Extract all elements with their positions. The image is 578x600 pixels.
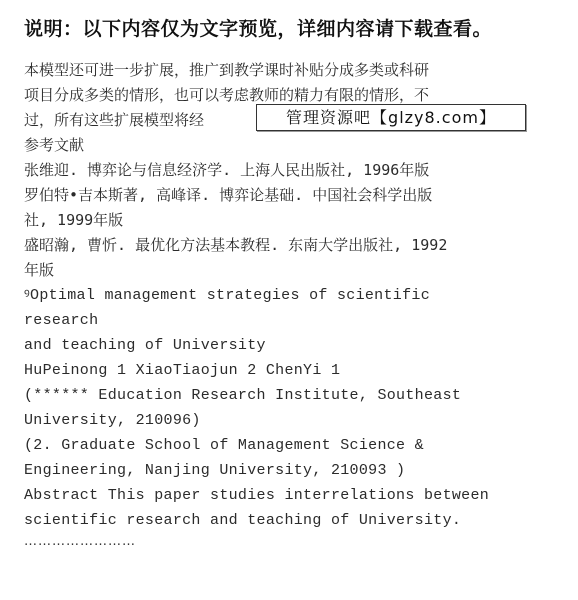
abstract-line: scientific research and teaching of University. [24,512,462,529]
authors-line: HuPeinong 1 XiaoTiaojun 2 ChenYi 1 [24,362,341,379]
english-title-line: and teaching of University [24,337,266,354]
affiliation-line: (2. Graduate School of Management Science & [24,437,424,454]
text-line: 过，所有这些扩展模型将经 [24,111,205,129]
affiliation-line: (****** Education Research Institute, Southeast [24,387,462,404]
affiliation-line: Engineering, Nanjing University, 210093 ) [24,462,406,479]
reference-item: 张维迎. 博弈论与信息经济学. 上海人民出版社, 1996年版 [24,161,430,179]
affiliation-line: University, 210096) [24,412,201,429]
preview-notice-title: 说明：以下内容仅为文字预览，详细内容请下载查看。 [24,18,493,40]
references-heading: 参考文献 [24,136,85,154]
reference-item: 社, 1999年版 [24,211,124,229]
reference-item: 罗伯特•吉本斯著, 高峰译. 博弈论基础. 中国社会科学出版 [24,186,433,204]
text-line: 本模型还可进一步扩展，推广到教学课时补贴分成多类或科研 [24,61,430,79]
abstract-line: Abstract This paper studies interrelations between [24,487,490,504]
watermark-banner: 管理资源吧【glzy8.com】 [256,104,526,131]
text-line: 项目分成多类的情形，也可以考虑教师的精力有限的情形，不 [24,86,430,104]
reference-item: 年版 [24,261,55,279]
reference-item: 盛昭瀚, 曹忻. 最优化方法基本教程. 东南大学出版社, 1992 [24,236,448,254]
truncation-ellipsis: …………………… [24,534,136,549]
english-title-line: ꝰOptimal management strategies of scientific [24,287,430,304]
english-title-line: research [24,312,99,329]
